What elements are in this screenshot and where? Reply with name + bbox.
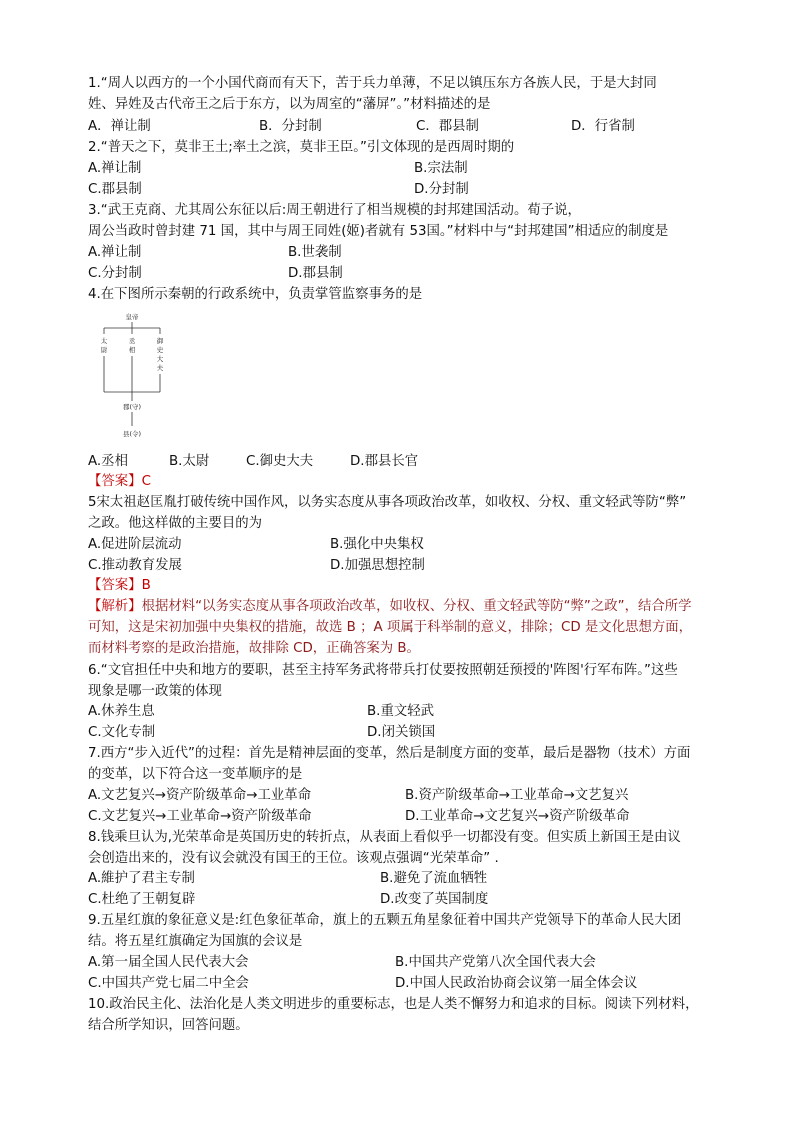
q5-option-d: D.加强思想控制: [330, 558, 425, 573]
q5-stem-line2: 之政。他这样做的主要目的为: [88, 516, 263, 531]
q3-stem-line1: 3.“武王克商、尤其周公东征以后:周王朝进行了相当规模的封邦建国活动。荀子说，: [88, 203, 581, 218]
answer-label: 【答案】: [88, 474, 142, 489]
diagram-yushi-1: 御: [156, 337, 164, 345]
q10-stem-line1: 10.政治民主化、法治化是人类文明进步的重要标志，也是人类不懈努力和追求的目标。阅读下列材料，: [88, 997, 699, 1012]
q5-answer: [88, 576, 151, 596]
q5-explain-line3: 而材料考察的是政治措施，故排除 CD，正确答案为 B。: [88, 641, 420, 656]
explain-text: 根据材料“以务实态度从事各项政治改革，如收权、分权、重文轻武等防“弊”之政”，结合所学: [141, 599, 692, 614]
q2-option-d: D.分封制: [414, 182, 469, 197]
diagram-yushi-4: 夫: [156, 364, 164, 372]
q2-option-a: A.禅让制: [88, 161, 142, 176]
diagram-chengxiang-2: 相: [128, 346, 136, 354]
q9-stem-line2: 结。将五星红旗确定为国旗的会议是: [88, 934, 303, 949]
q8-stem-line2: 会创造出来的，没有议会就没有国王的王位。该观点强调“光荣革命” .: [88, 851, 499, 866]
diagram-taiwei-2: 尉: [100, 346, 108, 354]
q3-stem-line2: 周公当政时曾封建 71 国，其中与周王同姓(姬)者就有 53国。”材料中与“封邦建国”相适应的制度是: [88, 224, 669, 239]
q1-option-b: B．分封制: [259, 119, 322, 134]
q3-option-c: C.分封制: [88, 266, 142, 281]
q4-option-d: D.郡县长官: [350, 454, 419, 469]
q7-option-b: B.资产阶级革命→工业革命→文艺复兴: [405, 788, 629, 803]
q6-option-d: D.闭关锁国: [367, 725, 436, 740]
answer-value: C: [141, 474, 151, 489]
q1-option-c: C．郡县制: [416, 119, 479, 134]
q8-option-d: D.改变了英国制度: [380, 892, 489, 907]
qin-admin-diagram: [88, 308, 188, 448]
q1-option-a: A．禅让制: [88, 119, 151, 134]
q5-option-c: C.推动教育发展: [88, 558, 182, 573]
q6-option-c: C.文化专制: [88, 725, 156, 740]
q2-option-c: C.郡县制: [88, 182, 142, 197]
q1-stem-line1: 1.“周人以西方的一个小国代商而有天下，苦于兵力单薄，不足以镇压东方各族人民，于是大封同: [88, 76, 657, 91]
q7-option-a: A.文艺复兴→资产阶级革命→工业革命: [88, 788, 312, 803]
q2-stem-line1: 2.“普天之下，莫非王土;率土之滨，莫非王臣。”引文体现的是西周时期的: [88, 140, 515, 155]
q1-option-d: D．行省制: [571, 119, 635, 134]
q5-option-b: B.强化中央集权: [330, 537, 424, 552]
answer-value: B: [141, 578, 151, 593]
q4-option-a: A.丞相: [88, 454, 128, 469]
q7-stem-line1: 7.西方“步入近代”的过程：首先是精神层面的变革，然后是制度方面的变革，最后是器物（技术）方面: [88, 746, 691, 761]
q6-option-b: B.重文轻武: [367, 704, 435, 719]
q5-explain-line2: 可知，这是宋初加强中央集权的措施，故选 B ；A 项属于科举制的意义，排除；CD 是文化思想方面，: [88, 620, 693, 635]
diagram-xian: 县(令): [122, 430, 142, 438]
q4-option-c: C.御史大夫: [246, 454, 314, 469]
diagram-jun: 郡(守): [122, 403, 142, 411]
q9-option-c: C.中国共产党七届二中全会: [88, 976, 249, 991]
q9-option-a: A.第一届全国人民代表大会: [88, 955, 249, 970]
q7-option-c: C.文艺复兴→工业革命→资产阶级革命: [88, 809, 312, 824]
q4-option-b: B.太尉: [169, 454, 210, 469]
diagram-emperor: 皇帝: [125, 313, 139, 321]
q4-stem-line1: 4.在下图所示秦朝的行政系统中，负责掌管监察事务的是: [88, 287, 423, 302]
q3-option-a: A.禅让制: [88, 245, 142, 260]
diagram-yushi-2: 史: [156, 346, 164, 354]
q5-stem-line1: 5宋太祖赵匡胤打破传统中国作风，以务实态度从事各项政治改革，如收权、分权、重文轻武等防“弊”: [88, 495, 687, 510]
diagram-taiwei-1: 太: [100, 337, 108, 345]
q4-answer: [88, 472, 151, 492]
q8-stem-line1: 8.钱乘旦认为,光荣革命是英国历史的转折点，从表面上看似乎一切都没有变。但实质上新国王是由议: [88, 830, 681, 845]
q1-stem-line2: 姓、异姓及古代帝王之后于东方，以为周室的“藩屏”。”材料描述的是: [88, 97, 491, 112]
q7-option-d: D.工业革命→文艺复兴→资产阶级革命: [405, 809, 630, 824]
q10-stem-line2: 结合所学知识，回答问题。: [88, 1018, 249, 1033]
diagram-chengxiang-1: 丞: [128, 337, 136, 345]
q9-option-d: D.中国人民政治协商会议第一届全体会议: [395, 976, 638, 991]
q6-stem-line1: 6.“文官担任中央和地方的要职，甚至主持军务武将带兵打仗要按照朝廷预授的'阵图'行军布阵。”这些: [88, 663, 678, 678]
q3-option-b: B.世袭制: [288, 245, 342, 260]
q8-option-a: A.維护了君主专制: [88, 871, 195, 886]
q9-stem-line1: 9.五星红旗的象征意义是:红色象征革命，旗上的五颗五角星象征着中国共产党领导下的革命人民大团: [88, 913, 682, 928]
q7-stem-line2: 的变革，以下符合这一变革顺序的是: [88, 767, 303, 782]
q6-stem-line2: 现象是哪一政策的体现: [88, 684, 222, 699]
q8-option-c: C.杜绝了王朝复辟: [88, 892, 196, 907]
q2-option-b: B.宗法制: [414, 161, 468, 176]
explain-label: 【解析】: [88, 599, 142, 614]
q9-option-b: B.中国共产党第八次全国代表大会: [395, 955, 596, 970]
answer-label: 【答案】: [88, 578, 142, 593]
q8-option-b: B.避免了流血牺牲: [380, 871, 488, 886]
q5-explain-line1: [88, 597, 692, 617]
q6-option-a: A.休养生息: [88, 704, 155, 719]
q5-option-a: A.促进阶层流动: [88, 537, 182, 552]
diagram-yushi-3: 大: [156, 355, 164, 363]
q3-option-d: D.郡县制: [288, 266, 343, 281]
